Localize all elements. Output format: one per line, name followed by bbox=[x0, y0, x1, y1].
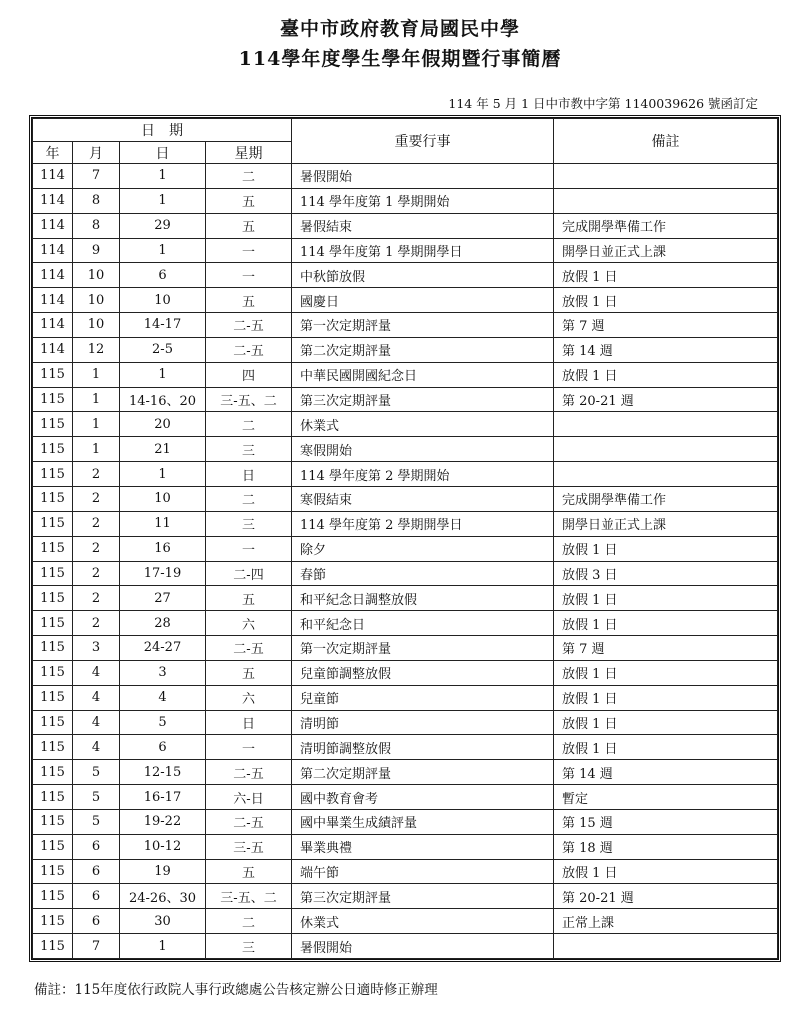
cell-event: 中秋節放假 bbox=[292, 263, 554, 288]
cell-year: 115 bbox=[33, 611, 73, 636]
year-column-header: 年 bbox=[33, 142, 73, 164]
cell-year: 115 bbox=[33, 934, 73, 959]
table-row bbox=[33, 760, 778, 785]
table-row bbox=[33, 412, 778, 437]
cell-month: 4 bbox=[73, 660, 120, 685]
cell-note: 開學日並正式上課 bbox=[554, 238, 778, 263]
table-row bbox=[33, 486, 778, 511]
cell-weekday: 日 bbox=[206, 462, 292, 487]
cell-year: 115 bbox=[33, 486, 73, 511]
cell-weekday: 三-五、二 bbox=[206, 884, 292, 909]
cell-day: 1 bbox=[120, 238, 206, 263]
cell-note: 放假 1 日 bbox=[554, 536, 778, 561]
cell-weekday: 一 bbox=[206, 263, 292, 288]
cell-event: 清明節 bbox=[292, 710, 554, 735]
month-column-header: 月 bbox=[73, 142, 120, 164]
cell-month: 6 bbox=[73, 909, 120, 934]
table-row bbox=[33, 785, 778, 810]
cell-year: 115 bbox=[33, 859, 73, 884]
cell-event: 中華民國開國紀念日 bbox=[292, 362, 554, 387]
cell-event: 休業式 bbox=[292, 909, 554, 934]
cell-weekday: 五 bbox=[206, 188, 292, 213]
cell-event: 第一次定期評量 bbox=[292, 636, 554, 661]
cell-year: 115 bbox=[33, 636, 73, 661]
table-row bbox=[33, 362, 778, 387]
cell-day: 12-15 bbox=[120, 760, 206, 785]
cell-month: 12 bbox=[73, 337, 120, 362]
cell-year: 114 bbox=[33, 337, 73, 362]
cell-note bbox=[554, 437, 778, 462]
cell-event: 國慶日 bbox=[292, 288, 554, 313]
cell-day: 21 bbox=[120, 437, 206, 462]
cell-day: 17-19 bbox=[120, 561, 206, 586]
table-row bbox=[33, 462, 778, 487]
cell-note bbox=[554, 462, 778, 487]
event-column-header: 重要行事 bbox=[292, 119, 554, 164]
cell-weekday: 二-五 bbox=[206, 313, 292, 338]
cell-month: 2 bbox=[73, 611, 120, 636]
cell-year: 115 bbox=[33, 660, 73, 685]
cell-year: 115 bbox=[33, 387, 73, 412]
cell-note: 放假 1 日 bbox=[554, 735, 778, 760]
cell-day: 6 bbox=[120, 735, 206, 760]
cell-day: 29 bbox=[120, 213, 206, 238]
cell-event: 114 學年度第 1 學期開始 bbox=[292, 188, 554, 213]
cell-day: 1 bbox=[120, 934, 206, 959]
cell-event: 休業式 bbox=[292, 412, 554, 437]
cell-year: 115 bbox=[33, 909, 73, 934]
cell-month: 4 bbox=[73, 710, 120, 735]
cell-weekday: 四 bbox=[206, 362, 292, 387]
cell-event: 第一次定期評量 bbox=[292, 313, 554, 338]
cell-year: 115 bbox=[33, 834, 73, 859]
cell-weekday: 二-五 bbox=[206, 337, 292, 362]
cell-weekday: 五 bbox=[206, 213, 292, 238]
cell-event: 清明節調整放假 bbox=[292, 735, 554, 760]
cell-month: 7 bbox=[73, 934, 120, 959]
cell-month: 6 bbox=[73, 884, 120, 909]
cell-weekday: 二-五 bbox=[206, 809, 292, 834]
cell-year: 115 bbox=[33, 412, 73, 437]
calendar-table bbox=[32, 118, 778, 959]
cell-weekday: 五 bbox=[206, 660, 292, 685]
cell-day: 16 bbox=[120, 536, 206, 561]
cell-weekday: 六-日 bbox=[206, 785, 292, 810]
cell-day: 16-17 bbox=[120, 785, 206, 810]
cell-day: 19 bbox=[120, 859, 206, 884]
cell-event: 除夕 bbox=[292, 536, 554, 561]
cell-note: 第 14 週 bbox=[554, 760, 778, 785]
cell-day: 19-22 bbox=[120, 809, 206, 834]
cell-note: 第 18 週 bbox=[554, 834, 778, 859]
cell-event: 春節 bbox=[292, 561, 554, 586]
cell-year: 114 bbox=[33, 188, 73, 213]
day-column-header: 日 bbox=[120, 142, 206, 164]
cell-month: 1 bbox=[73, 437, 120, 462]
cell-day: 1 bbox=[120, 188, 206, 213]
footnote: 備註：115年度依行政院人事行政總處公告核定辦公日適時修正辦理 bbox=[34, 982, 438, 998]
cell-note bbox=[554, 188, 778, 213]
cell-day: 1 bbox=[120, 462, 206, 487]
cell-weekday: 三 bbox=[206, 437, 292, 462]
cell-event: 和平紀念日 bbox=[292, 611, 554, 636]
cell-note: 第 20-21 週 bbox=[554, 884, 778, 909]
cell-month: 10 bbox=[73, 288, 120, 313]
cell-event: 114 學年度第 2 學期開始 bbox=[292, 462, 554, 487]
cell-event: 暑假結束 bbox=[292, 213, 554, 238]
table-row bbox=[33, 834, 778, 859]
cell-month: 6 bbox=[73, 834, 120, 859]
cell-weekday: 三-五、二 bbox=[206, 387, 292, 412]
weekday-column-header: 星期 bbox=[206, 142, 292, 164]
cell-note: 放假 1 日 bbox=[554, 859, 778, 884]
cell-year: 115 bbox=[33, 760, 73, 785]
cell-year: 115 bbox=[33, 884, 73, 909]
cell-day: 2-5 bbox=[120, 337, 206, 362]
cell-event: 暑假開始 bbox=[292, 934, 554, 959]
cell-day: 1 bbox=[120, 164, 206, 189]
cell-month: 10 bbox=[73, 263, 120, 288]
cell-note: 放假 1 日 bbox=[554, 710, 778, 735]
table-row bbox=[33, 859, 778, 884]
cell-year: 114 bbox=[33, 288, 73, 313]
cell-event: 兒童節 bbox=[292, 685, 554, 710]
table-row bbox=[33, 884, 778, 909]
cell-note: 放假 3 日 bbox=[554, 561, 778, 586]
cell-month: 1 bbox=[73, 362, 120, 387]
cell-month: 5 bbox=[73, 760, 120, 785]
cell-day: 10 bbox=[120, 486, 206, 511]
cell-note: 第 7 週 bbox=[554, 313, 778, 338]
cell-weekday: 六 bbox=[206, 685, 292, 710]
cell-day: 30 bbox=[120, 909, 206, 934]
cell-weekday: 五 bbox=[206, 586, 292, 611]
cell-note: 放假 1 日 bbox=[554, 660, 778, 685]
cell-month: 2 bbox=[73, 486, 120, 511]
cell-event: 第三次定期評量 bbox=[292, 387, 554, 412]
cell-note: 完成開學準備工作 bbox=[554, 486, 778, 511]
cell-month: 2 bbox=[73, 586, 120, 611]
cell-note: 放假 1 日 bbox=[554, 685, 778, 710]
table-row bbox=[33, 263, 778, 288]
cell-day: 14-17 bbox=[120, 313, 206, 338]
cell-year: 115 bbox=[33, 735, 73, 760]
cell-weekday: 六 bbox=[206, 611, 292, 636]
cell-month: 3 bbox=[73, 636, 120, 661]
table-row bbox=[33, 188, 778, 213]
cell-month: 8 bbox=[73, 213, 120, 238]
cell-day: 28 bbox=[120, 611, 206, 636]
cell-year: 115 bbox=[33, 536, 73, 561]
cell-month: 1 bbox=[73, 412, 120, 437]
cell-day: 5 bbox=[120, 710, 206, 735]
cell-weekday: 三 bbox=[206, 934, 292, 959]
cell-note: 正常上課 bbox=[554, 909, 778, 934]
table-row bbox=[33, 337, 778, 362]
cell-note: 放假 1 日 bbox=[554, 611, 778, 636]
cell-weekday: 三 bbox=[206, 511, 292, 536]
table-row bbox=[33, 735, 778, 760]
cell-day: 6 bbox=[120, 263, 206, 288]
note-column-header: 備註 bbox=[554, 119, 778, 164]
document-title: 臺中市政府教育局國民中學 bbox=[279, 18, 520, 40]
cell-year: 115 bbox=[33, 561, 73, 586]
cell-note bbox=[554, 934, 778, 959]
table-row bbox=[33, 586, 778, 611]
table-row bbox=[33, 437, 778, 462]
cell-note: 暫定 bbox=[554, 785, 778, 810]
cell-note bbox=[554, 412, 778, 437]
cell-weekday: 二 bbox=[206, 412, 292, 437]
cell-year: 115 bbox=[33, 437, 73, 462]
cell-event: 端午節 bbox=[292, 859, 554, 884]
cell-note: 第 20-21 週 bbox=[554, 387, 778, 412]
table-row bbox=[33, 213, 778, 238]
cell-month: 2 bbox=[73, 536, 120, 561]
table-row bbox=[33, 934, 778, 959]
cell-month: 8 bbox=[73, 188, 120, 213]
table-row bbox=[33, 611, 778, 636]
cell-event: 兒童節調整放假 bbox=[292, 660, 554, 685]
cell-weekday: 二-五 bbox=[206, 636, 292, 661]
cell-note: 放假 1 日 bbox=[554, 362, 778, 387]
cell-note: 放假 1 日 bbox=[554, 263, 778, 288]
cell-year: 114 bbox=[33, 313, 73, 338]
cell-year: 115 bbox=[33, 462, 73, 487]
cell-event: 和平紀念日調整放假 bbox=[292, 586, 554, 611]
table-row bbox=[33, 536, 778, 561]
cell-day: 11 bbox=[120, 511, 206, 536]
table-row bbox=[33, 660, 778, 685]
cell-note: 開學日並正式上課 bbox=[554, 511, 778, 536]
cell-month: 2 bbox=[73, 462, 120, 487]
calendar-rows bbox=[33, 164, 778, 959]
cell-weekday: 二 bbox=[206, 486, 292, 511]
cell-year: 114 bbox=[33, 213, 73, 238]
date-group-header: 日 期 bbox=[33, 119, 292, 142]
cell-year: 115 bbox=[33, 586, 73, 611]
cell-month: 2 bbox=[73, 511, 120, 536]
cell-day: 4 bbox=[120, 685, 206, 710]
cell-day: 20 bbox=[120, 412, 206, 437]
cell-note: 完成開學準備工作 bbox=[554, 213, 778, 238]
cell-year: 115 bbox=[33, 685, 73, 710]
cell-weekday: 二 bbox=[206, 909, 292, 934]
cell-year: 115 bbox=[33, 362, 73, 387]
document-subtitle: 114學年度學生學年假期暨行事簡曆 bbox=[238, 48, 562, 70]
cell-year: 115 bbox=[33, 809, 73, 834]
cell-event: 114 學年度第 1 學期開學日 bbox=[292, 238, 554, 263]
cell-note bbox=[554, 164, 778, 189]
cell-weekday: 一 bbox=[206, 735, 292, 760]
cell-event: 寒假結束 bbox=[292, 486, 554, 511]
cell-month: 5 bbox=[73, 809, 120, 834]
cell-note: 放假 1 日 bbox=[554, 288, 778, 313]
table-row bbox=[33, 909, 778, 934]
cell-weekday: 一 bbox=[206, 536, 292, 561]
cell-day: 24-26、30 bbox=[120, 884, 206, 909]
cell-year: 114 bbox=[33, 164, 73, 189]
cell-note: 放假 1 日 bbox=[554, 586, 778, 611]
table-row bbox=[33, 685, 778, 710]
table-row bbox=[33, 164, 778, 189]
table-row bbox=[33, 511, 778, 536]
table-row bbox=[33, 238, 778, 263]
table-row bbox=[33, 387, 778, 412]
cell-year: 114 bbox=[33, 238, 73, 263]
cell-weekday: 五 bbox=[206, 859, 292, 884]
cell-month: 10 bbox=[73, 313, 120, 338]
cell-event: 寒假開始 bbox=[292, 437, 554, 462]
cell-note: 第 15 週 bbox=[554, 809, 778, 834]
table-row bbox=[33, 313, 778, 338]
cell-month: 5 bbox=[73, 785, 120, 810]
cell-event: 第三次定期評量 bbox=[292, 884, 554, 909]
cell-year: 115 bbox=[33, 785, 73, 810]
cell-day: 10 bbox=[120, 288, 206, 313]
cell-day: 3 bbox=[120, 660, 206, 685]
cell-event: 第二次定期評量 bbox=[292, 760, 554, 785]
cell-event: 114 學年度第 2 學期開學日 bbox=[292, 511, 554, 536]
cell-month: 6 bbox=[73, 859, 120, 884]
cell-year: 115 bbox=[33, 511, 73, 536]
cell-month: 9 bbox=[73, 238, 120, 263]
cell-event: 國中教育會考 bbox=[292, 785, 554, 810]
cell-event: 國中畢業生成績評量 bbox=[292, 809, 554, 834]
cell-weekday: 二-五 bbox=[206, 760, 292, 785]
table-row bbox=[33, 809, 778, 834]
cell-event: 暑假開始 bbox=[292, 164, 554, 189]
table-row bbox=[33, 288, 778, 313]
cell-event: 第二次定期評量 bbox=[292, 337, 554, 362]
cell-day: 1 bbox=[120, 362, 206, 387]
table-row bbox=[33, 636, 778, 661]
cell-note: 第 7 週 bbox=[554, 636, 778, 661]
cell-weekday: 二 bbox=[206, 164, 292, 189]
cell-month: 4 bbox=[73, 685, 120, 710]
cell-month: 1 bbox=[73, 387, 120, 412]
cell-month: 4 bbox=[73, 735, 120, 760]
cell-year: 114 bbox=[33, 263, 73, 288]
cell-day: 27 bbox=[120, 586, 206, 611]
cell-month: 2 bbox=[73, 561, 120, 586]
cell-day: 14-16、20 bbox=[120, 387, 206, 412]
calendar-table-frame bbox=[29, 115, 781, 962]
cell-day: 24-27 bbox=[120, 636, 206, 661]
table-row bbox=[33, 561, 778, 586]
cell-weekday: 二-四 bbox=[206, 561, 292, 586]
cell-year: 115 bbox=[33, 710, 73, 735]
cell-day: 10-12 bbox=[120, 834, 206, 859]
cell-month: 7 bbox=[73, 164, 120, 189]
cell-weekday: 一 bbox=[206, 238, 292, 263]
cell-weekday: 五 bbox=[206, 288, 292, 313]
cell-weekday: 三-五 bbox=[206, 834, 292, 859]
cell-event: 畢業典禮 bbox=[292, 834, 554, 859]
decree-reference: 114 年 5 月 1 日中市教中字第 1140039626 號函訂定 bbox=[448, 96, 758, 111]
cell-note: 第 14 週 bbox=[554, 337, 778, 362]
table-row bbox=[33, 710, 778, 735]
cell-weekday: 日 bbox=[206, 710, 292, 735]
